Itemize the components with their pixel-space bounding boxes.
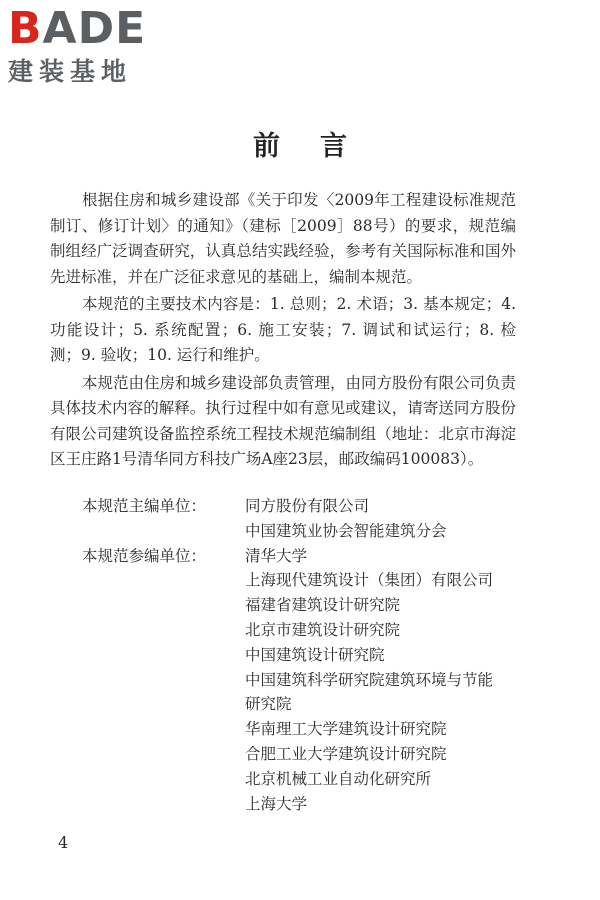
logo-wordmark xyxy=(8,4,178,54)
list-item: 清华大学 xyxy=(245,546,308,565)
page-heading: 前言 xyxy=(253,131,387,162)
page-number: 4 xyxy=(58,833,69,852)
participating-units-label: 本规范参编单位： xyxy=(82,546,207,565)
chief-units-row xyxy=(82,494,493,544)
units-table xyxy=(82,494,493,816)
logo-accent-letter: B xyxy=(8,3,43,54)
list-item: 合肥工业大学建筑设计研究院 xyxy=(245,744,447,763)
bade-logo xyxy=(8,4,178,96)
list-item: 中国建筑科学研究院建筑环境与节能 xyxy=(245,670,494,689)
chief-units-label: 本规范主编单位： xyxy=(82,497,207,515)
list-item: 同方股份有限公司 xyxy=(245,497,370,515)
list-item: 上海大学 xyxy=(245,794,308,813)
participating-units-list xyxy=(245,544,493,817)
logo-wordmark-rest: ADE xyxy=(42,3,147,54)
list-item: 研究院 xyxy=(245,695,292,714)
logo-subtitle: 建装基地 xyxy=(8,57,133,86)
preface-body xyxy=(50,188,516,475)
chief-units-list xyxy=(245,494,447,544)
list-item: 中国建筑业协会智能建筑分会 xyxy=(245,521,447,540)
paragraph-contents: 本规范的主要技术内容是：1. 总则；2. 术语；3. 基本规定；4. 功能设计；5. 系统配置；6. 施工安装；7. 调试和试运行；8. 检测；9. 验收；10. 运行和维护。 xyxy=(50,295,516,364)
list-item: 华南理工大学建筑设计研究院 xyxy=(245,720,447,739)
paragraph-management: 本规范由住房和城乡建设部负责管理，由同方股份有限公司负责具体技术内容的解释。执行过程中如有意见或建议，请寄送同方股份有限公司建筑设备监控系统工程技术规范编制组（地址：北京市海淀区王庄路1号清华同方科技广场A座23层，邮政编码100083）。 xyxy=(50,373,517,468)
participating-units-row xyxy=(82,544,493,817)
list-item: 上海现代建筑设计（集团）有限公司 xyxy=(245,571,494,590)
list-item: 中国建筑设计研究院 xyxy=(245,645,385,664)
list-item: 福建省建筑设计研究院 xyxy=(245,596,401,615)
list-item: 北京机械工业自动化研究所 xyxy=(245,769,432,788)
paragraph-background: 根据住房和城乡建设部《关于印发〈2009年工程建设标准规范制订、修订计划〉的通知》（建标［2009］88号）的要求，规范编制组经广泛调查研究，认真总结实践经验，参考有关国际标准和国外先进标准，并在广泛征求意见的基础上，编制本规范。 xyxy=(50,191,516,286)
list-item: 北京市建筑设计研究院 xyxy=(245,620,401,639)
